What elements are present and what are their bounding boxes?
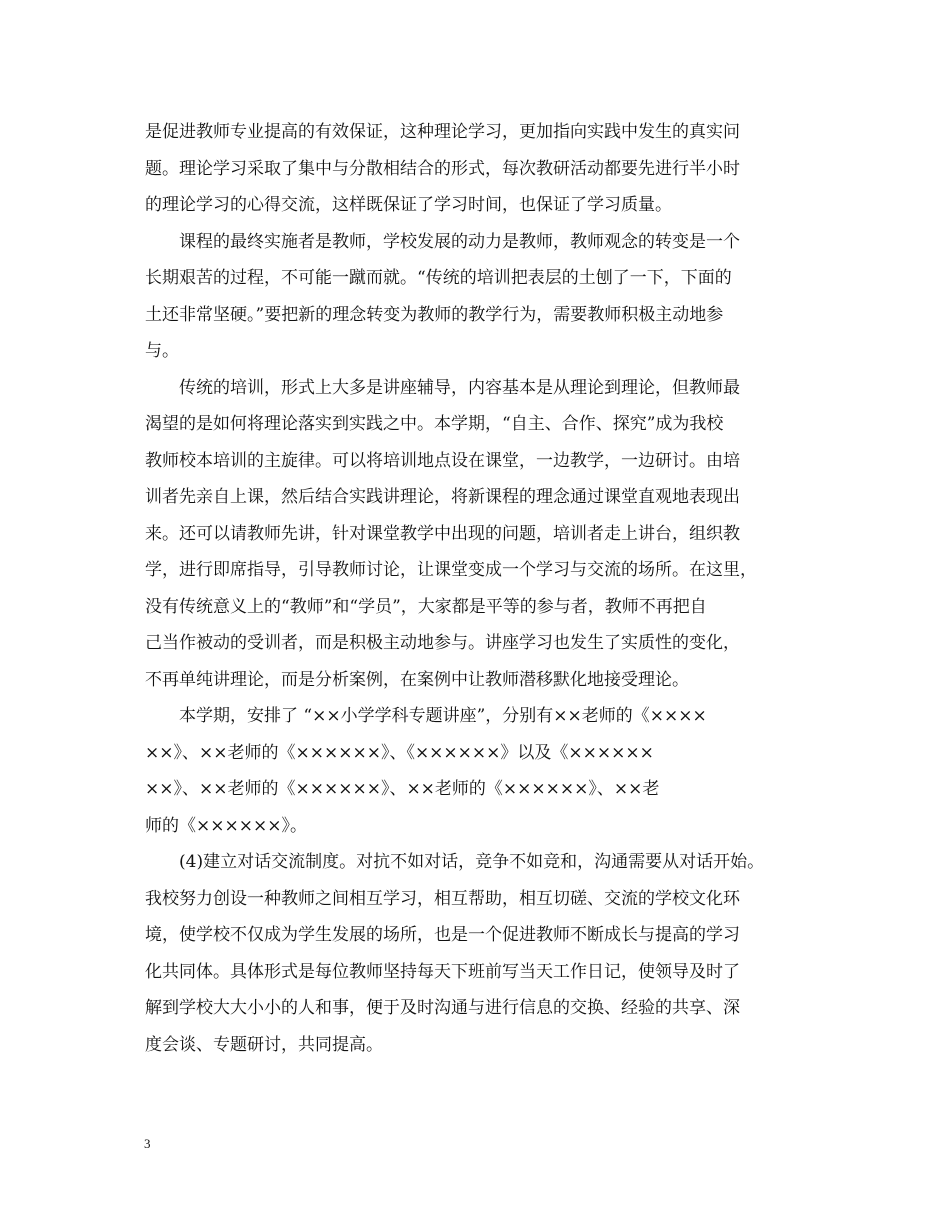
text-line: 训者先亲自上课，然后结合实践讲理论，将新课程的理念通过课堂直观地表现出 (145, 487, 740, 507)
text-line: ××》、××老师的《××××××》、××老师的《××××××》、××老 (145, 779, 660, 799)
text-line: 化共同体。具体形式是每位教师坚持每天下班前写当天工作日记，使领导及时了 (145, 961, 740, 982)
text-line: 我校努力创设一种教师之间相互学习，相互帮助，相互切磋、交流的学校文化环 (145, 888, 740, 909)
paragraph-first-line: 传统的培训，形式上大多是讲座辅导，内容基本是从理论到理论，但教师最 (179, 377, 740, 398)
text-line: 渴望的是如何将理论落实到实践之中。本学期，“自主、合作、探究”成为我校 (145, 414, 724, 434)
text-line: 解到学校大大小小的人和事，便于及时沟通与进行信息的交换、经验的共享、深 (145, 998, 740, 1018)
text-line: 土还非常坚硬。”要把新的理念转变为教师的教学行为，需要教师积极主动地参 (145, 304, 724, 325)
text-line: 境，使学校不仅成为学生发展的场所，也是一个促进教师不断成长与提高的学习 (145, 925, 740, 945)
text-line: 来。还可以请教师先讲，针对课堂教学中出现的问题，培训者走上讲台，组织教 (145, 523, 740, 544)
body-text (145, 114, 825, 1063)
text-line: 不再单纯讲理论，而是分析案例，在案例中让教师潜移默化地接受理论。 (145, 669, 689, 690)
text-line: 己当作被动的受训者，而是积极主动地参与。讲座学习也发生了实质性的变化， (145, 633, 740, 653)
text-line: 题。理论学习采取了集中与分散相结合的形式，每次教研活动都要先进行半小时 (145, 158, 740, 179)
text-line: 长期艰苦的过程，不可能一蹴而就。“传统的培训把表层的土刨了一下，下面的 (145, 268, 732, 288)
paragraph-first-line: 本学期，安排了 “××小学学科专题讲座”，分别有××老师的《×××× (179, 706, 707, 726)
text-line: 度会谈、专题研讨，共同提高。 (145, 1034, 383, 1055)
page-number: 3 (144, 1136, 151, 1151)
paragraph-first-line: 课程的最终实施者是教师，学校发展的动力是教师，教师观念的转变是一个 (179, 231, 740, 252)
text-line: 的理论学习的心得交流，这样既保证了学习时间，也保证了学习质量。 (145, 195, 672, 215)
text-line: 与。 (145, 341, 179, 361)
text-line: 是促进教师专业提高的有效保证，这种理论学习，更加指向实践中发生的真实问 (145, 122, 740, 142)
text-line: 师的《××××××》。 (145, 815, 307, 836)
text-line: ××》、××老师的《××××××》、《××××××》以及《×××××× (145, 742, 654, 763)
paragraph-first-line: (4)建立对话交流制度。对抗不如对话，竞争不如竞和，沟通需要从对话开始。 (179, 852, 765, 872)
text-line: 学，进行即席指导，引导教师讨论，让课堂变成一个学习与交流的场所。在这里， (145, 560, 757, 580)
text-line: 没有传统意义上的“教师”和“学员”，大家都是平等的参与者，教师不再把自 (145, 596, 707, 617)
text-line: 教师校本培训的主旋律。可以将培训地点设在课堂，一边教学，一边研讨。由培 (145, 450, 740, 471)
